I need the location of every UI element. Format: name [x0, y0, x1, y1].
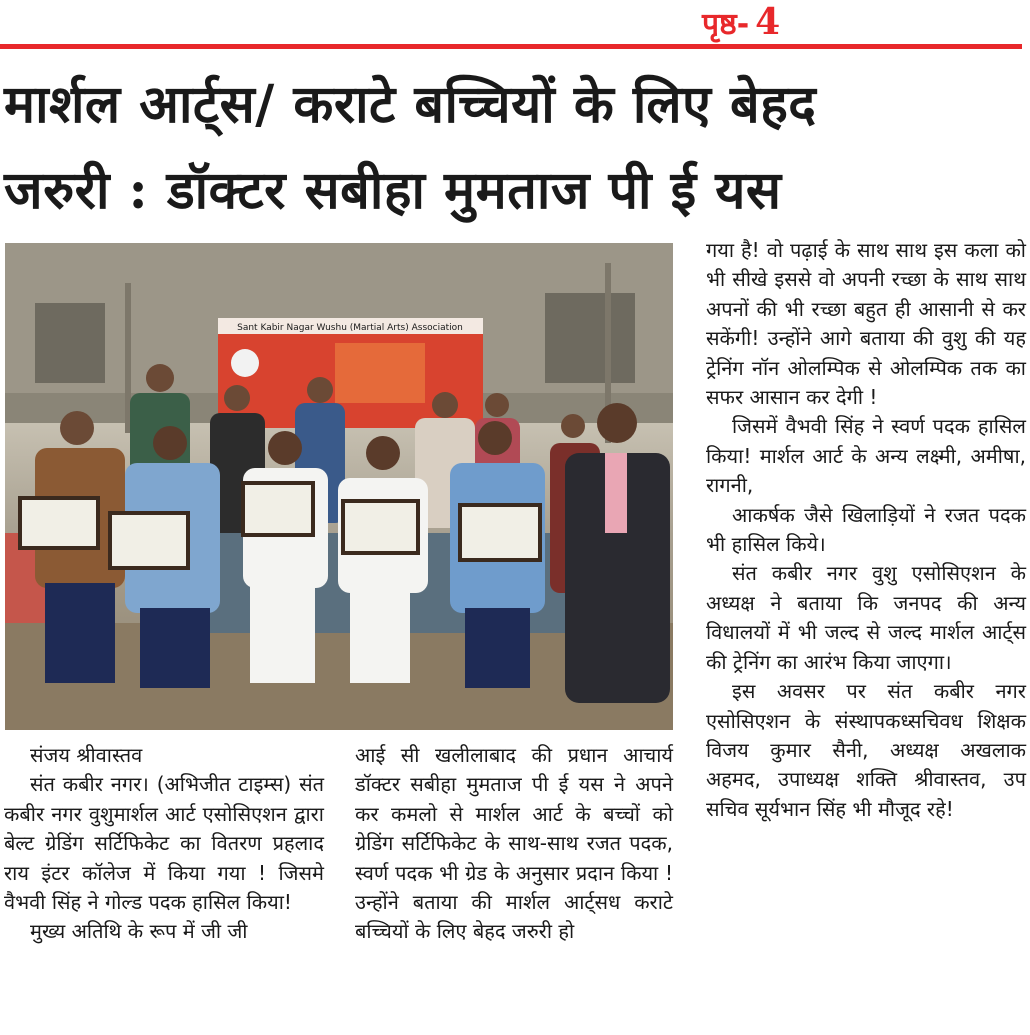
- article-column-left: [4, 741, 324, 947]
- paragraph: आई सी खलीलाबाद की प्रधान आचार्य डॉक्टर सबीहा मुमताज पी ई यस ने अपने कर कमलो से मार्शल आर्ट के बच्चों को ग्रेडिंग सर्टिफिकेट के साथ-साथ रजत पदक, स्वर्ण पदक भी ग्रेड के अनुसार प्रदान किया ! उन्होंने बताया की मार्शल आर्ट्सध कराटे बच्चियों के लिए बेहद जरुरी हो: [355, 743, 673, 944]
- paragraph: संत कबीर नगर। (अभिजीत टाइम्स) संत कबीर नगर वुशुमार्शल आर्ट एसोसिएशन द्वारा बेल्ट ग्रेडिंग सर्टिफिकेट का वितरण प्रहलाद राय इंटर कॉलेज में किया गया ! जिसमे वैभवी सिंह ने गोल्ड पदक हासिल किया!: [4, 772, 324, 915]
- page-number: [702, 2, 882, 42]
- banner-text: Sant Kabir Nagar Wushu (Martial Arts) Association: [237, 323, 463, 333]
- paragraph: मुख्य अतिथि के रूप में जी जी: [30, 919, 248, 944]
- paragraph: संत कबीर नगर वुशु एसोसिएशन के अध्यक्ष ने बताया कि जनपद की अन्य विधालयों में भी जल्द से जल्द मार्शल आर्ट्स की ट्रेनिंग का आरंभ किया जाएगा।: [706, 561, 1026, 674]
- headline: [4, 62, 1026, 234]
- article-column-right: [706, 236, 1026, 824]
- page-number-value: 4: [755, 1, 781, 43]
- paragraph: गया है! वो पढ़ाई के साथ साथ इस कला को भी सीखे इससे वो अपनी रच्छा के साथ साथ अपनों की भी रच्छा बहुत ही आसानी से कर सकेंगी! उन्होंने आगे बताया की वुशु की यह ट्रेनिंग नॉन ओलम्पिक से ओलम्पिक तक का सफर आसान कर देगी !: [706, 238, 1026, 410]
- header-rule: [0, 44, 1022, 49]
- paragraph: इस अवसर पर संत कबीर नगर एसोसिएशन के संस्थापकध्सचिवध शिक्षक विजय कुमार सैनी, अध्यक्ष अखलाक अहमद, उपाध्यक्ष शक्ति श्रीवास्तव, उप सचिव सूर्यभान सिंह भी मौजूद रहे!: [706, 679, 1026, 821]
- byline: संजय श्रीवास्तव: [30, 743, 143, 767]
- paragraph: आकर्षक जैसे खिलाड़ियों ने रजत पदक भी हासिल किये।: [706, 502, 1026, 557]
- page-label: पृष्ठ-: [702, 7, 750, 42]
- headline-line-1: मार्शल आर्ट्स/ कराटे बच्चियों के लिए बेहद: [4, 74, 817, 135]
- article-column-middle: [355, 741, 673, 947]
- paragraph: जिसमें वैभवी सिंह ने स्वर्ण पदक हासिल किया! मार्शल आर्ट के अन्य लक्ष्मी, अमीषा, रागनी,: [706, 414, 1026, 498]
- headline-line-2: जरुरी : डॉक्टर सबीहा मुमताज पी ई यस: [4, 160, 782, 221]
- event-photo-illustration: [5, 243, 673, 730]
- event-photo: [5, 243, 673, 730]
